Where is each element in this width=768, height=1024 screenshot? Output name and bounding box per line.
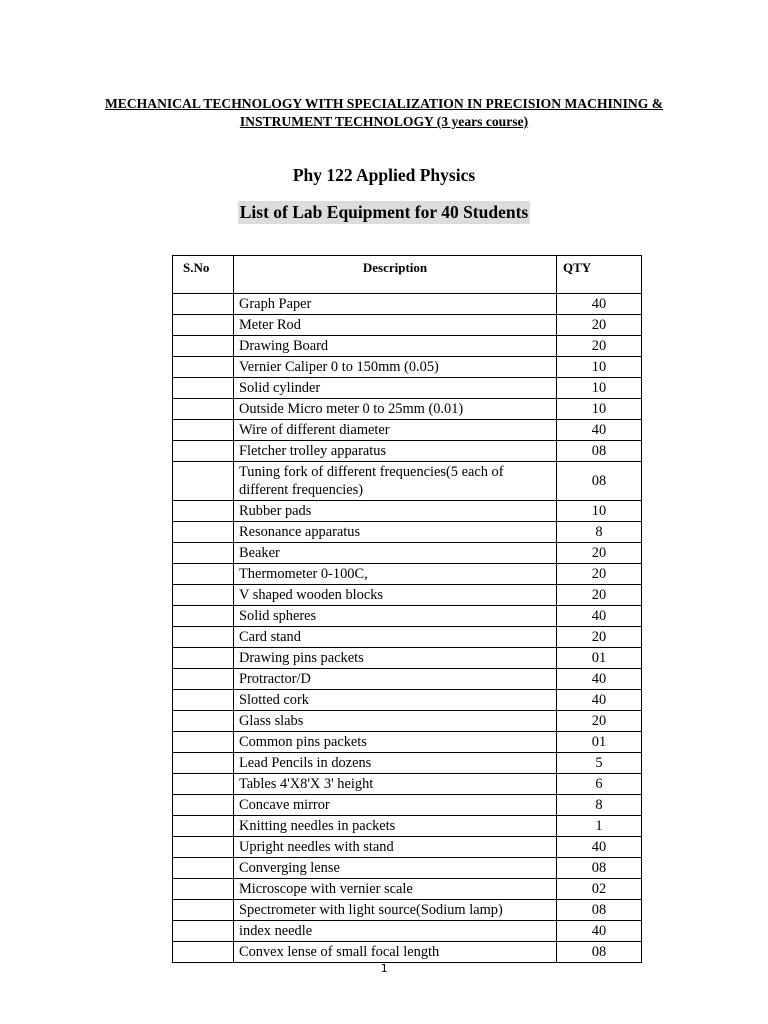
cell-qty: 20: [557, 627, 642, 648]
table-row: [173, 606, 642, 627]
table-row: [173, 816, 642, 837]
table-row: [173, 921, 642, 942]
table-row: [173, 522, 642, 543]
table-body: [173, 294, 642, 963]
subtitle-container: [0, 201, 768, 224]
cell-qty: 08: [557, 858, 642, 879]
table-row: [173, 732, 642, 753]
cell-description: Graph Paper: [234, 294, 557, 315]
cell-sno: [173, 294, 234, 315]
cell-description: Glass slabs: [234, 711, 557, 732]
table-row: [173, 420, 642, 441]
cell-qty: 20: [557, 585, 642, 606]
cell-qty: 10: [557, 357, 642, 378]
cell-sno: [173, 627, 234, 648]
cell-description: Card stand: [234, 627, 557, 648]
table-row: [173, 795, 642, 816]
cell-qty: 40: [557, 294, 642, 315]
cell-qty: 40: [557, 420, 642, 441]
table-row: [173, 294, 642, 315]
table-row: [173, 879, 642, 900]
cell-qty: 40: [557, 837, 642, 858]
cell-description: Drawing pins packets: [234, 648, 557, 669]
cell-qty: 01: [557, 732, 642, 753]
cell-sno: [173, 900, 234, 921]
cell-qty: 10: [557, 501, 642, 522]
cell-description: Solid cylinder: [234, 378, 557, 399]
table-row: [173, 462, 642, 501]
table-row: [173, 627, 642, 648]
table-row: [173, 753, 642, 774]
cell-qty: 08: [557, 900, 642, 921]
cell-sno: [173, 690, 234, 711]
cell-description: Drawing Board: [234, 336, 557, 357]
cell-qty: 5: [557, 753, 642, 774]
cell-sno: [173, 921, 234, 942]
table-row: [173, 441, 642, 462]
cell-description: Vernier Caliper 0 to 150mm (0.05): [234, 357, 557, 378]
cell-qty: 8: [557, 795, 642, 816]
cell-qty: 08: [557, 942, 642, 963]
table-header-row: [173, 256, 642, 294]
cell-description: Resonance apparatus: [234, 522, 557, 543]
cell-sno: [173, 774, 234, 795]
cell-sno: [173, 501, 234, 522]
document-heading-line-1: MECHANICAL TECHNOLOGY WITH SPECIALIZATION IN PRECISION MACHINING &: [104, 96, 664, 111]
cell-sno: [173, 462, 234, 501]
cell-sno: [173, 732, 234, 753]
cell-sno: [173, 378, 234, 399]
table-row: [173, 690, 642, 711]
column-header-qty: QTY: [557, 256, 642, 294]
document-heading-line-2: INSTRUMENT TECHNOLOGY (3 years course): [239, 114, 529, 129]
table-row: [173, 501, 642, 522]
cell-qty: 40: [557, 669, 642, 690]
cell-sno: [173, 399, 234, 420]
cell-qty: 10: [557, 399, 642, 420]
cell-qty: 20: [557, 711, 642, 732]
cell-description: index needle: [234, 921, 557, 942]
cell-description: Tuning fork of different frequencies(5 each of different frequencies): [234, 462, 557, 501]
cell-description: Concave mirror: [234, 795, 557, 816]
cell-sno: [173, 816, 234, 837]
cell-sno: [173, 711, 234, 732]
cell-description: Slotted cork: [234, 690, 557, 711]
cell-description: Convex lense of small focal length: [234, 942, 557, 963]
cell-qty: 08: [557, 441, 642, 462]
cell-description: Converging lense: [234, 858, 557, 879]
subject-title: Phy 122 Applied Physics: [292, 165, 476, 185]
table-row: [173, 669, 642, 690]
table-row: [173, 837, 642, 858]
page-number: 1: [380, 962, 388, 975]
cell-description: Upright needles with stand: [234, 837, 557, 858]
cell-description: Spectrometer with light source(Sodium lamp): [234, 900, 557, 921]
cell-qty: 1: [557, 816, 642, 837]
cell-description: Solid spheres: [234, 606, 557, 627]
table-row: [173, 900, 642, 921]
table-row: [173, 774, 642, 795]
table-row: [173, 378, 642, 399]
cell-sno: [173, 879, 234, 900]
cell-description: Microscope with vernier scale: [234, 879, 557, 900]
column-header-sno: S.No: [173, 256, 234, 294]
table-row: [173, 942, 642, 963]
cell-sno: [173, 753, 234, 774]
cell-qty: 40: [557, 606, 642, 627]
cell-description: Lead Pencils in dozens: [234, 753, 557, 774]
cell-qty: 20: [557, 315, 642, 336]
cell-sno: [173, 585, 234, 606]
cell-sno: [173, 543, 234, 564]
cell-sno: [173, 522, 234, 543]
cell-description: Meter Rod: [234, 315, 557, 336]
cell-qty: 8: [557, 522, 642, 543]
column-header-description: Description: [234, 256, 557, 294]
cell-qty: 08: [557, 462, 642, 501]
cell-sno: [173, 942, 234, 963]
table-row: [173, 399, 642, 420]
cell-description: V shaped wooden blocks: [234, 585, 557, 606]
cell-sno: [173, 564, 234, 585]
table-row: [173, 543, 642, 564]
cell-qty: 20: [557, 564, 642, 585]
cell-qty: 6: [557, 774, 642, 795]
cell-qty: 10: [557, 378, 642, 399]
cell-description: Common pins packets: [234, 732, 557, 753]
cell-qty: 01: [557, 648, 642, 669]
cell-description: Knitting needles in packets: [234, 816, 557, 837]
cell-qty: 02: [557, 879, 642, 900]
cell-qty: 40: [557, 921, 642, 942]
table-row: [173, 336, 642, 357]
table-row: [173, 315, 642, 336]
cell-description: Wire of different diameter: [234, 420, 557, 441]
cell-description: Fletcher trolley apparatus: [234, 441, 557, 462]
cell-sno: [173, 420, 234, 441]
cell-description: Thermometer 0-100C,: [234, 564, 557, 585]
table-row: [173, 648, 642, 669]
cell-sno: [173, 669, 234, 690]
cell-description: Tables 4'X8'X 3' height: [234, 774, 557, 795]
cell-qty: 20: [557, 336, 642, 357]
equipment-list-subtitle: List of Lab Equipment for 40 Students: [239, 202, 529, 222]
cell-sno: [173, 441, 234, 462]
table-row: [173, 711, 642, 732]
cell-sno: [173, 858, 234, 879]
cell-sno: [173, 315, 234, 336]
table-row: [173, 585, 642, 606]
cell-description: Beaker: [234, 543, 557, 564]
cell-sno: [173, 795, 234, 816]
cell-sno: [173, 648, 234, 669]
cell-description: Protractor/D: [234, 669, 557, 690]
equipment-table: [172, 255, 642, 963]
table-row: [173, 564, 642, 585]
cell-qty: 40: [557, 690, 642, 711]
table-row: [173, 357, 642, 378]
cell-description: Outside Micro meter 0 to 25mm (0.01): [234, 399, 557, 420]
cell-sno: [173, 837, 234, 858]
cell-description: Rubber pads: [234, 501, 557, 522]
cell-qty: 20: [557, 543, 642, 564]
table-row: [173, 858, 642, 879]
cell-sno: [173, 336, 234, 357]
cell-sno: [173, 357, 234, 378]
cell-sno: [173, 606, 234, 627]
